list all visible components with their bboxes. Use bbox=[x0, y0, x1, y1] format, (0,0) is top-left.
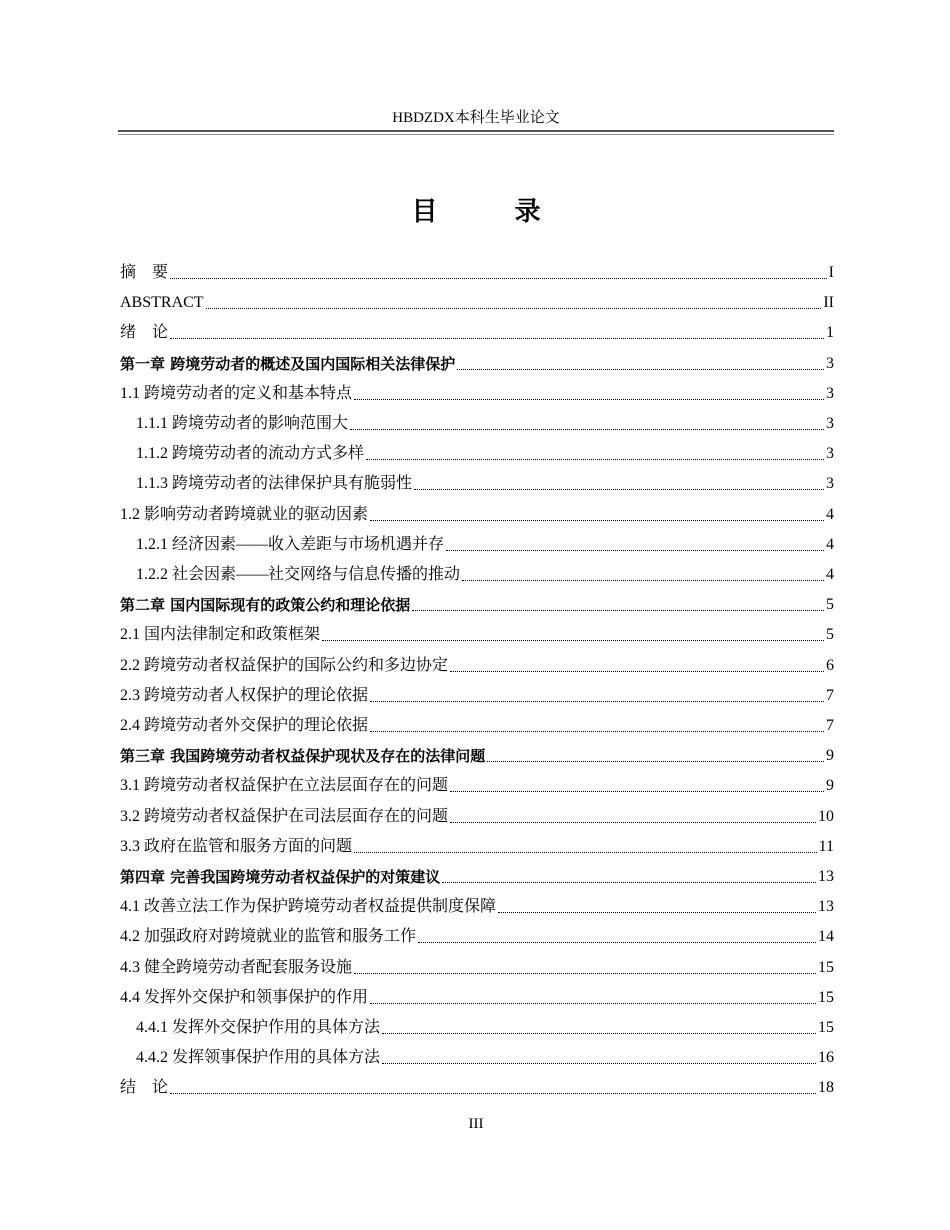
toc-entry-label: 1.2.1 经济因素——收入差距与市场机遇并存 bbox=[136, 535, 445, 553]
toc-entry-page: 3 bbox=[826, 384, 834, 402]
toc-entry-page: 13 bbox=[818, 898, 834, 916]
toc-entry-page: 9 bbox=[826, 777, 834, 795]
toc-leader-dots bbox=[206, 307, 822, 309]
toc-leader-dots bbox=[370, 730, 824, 732]
toc-entry-label: 第二章 国内国际现有的政策公约和理论依据 bbox=[120, 596, 411, 615]
toc-entry-page: 15 bbox=[818, 1019, 834, 1036]
toc-entry-page: I bbox=[828, 264, 834, 281]
toc-entry-label: 4.1 改善立法工作为保护跨境劳动者权益提供制度保障 bbox=[120, 898, 497, 916]
toc-entry-page: 5 bbox=[826, 626, 834, 644]
toc-entry-label: 2.4 跨境劳动者外交保护的理论依据 bbox=[120, 717, 369, 734]
toc-entry-label: 1.1.2 跨境劳动者的流动方式多样 bbox=[136, 445, 365, 463]
toc-leader-dots bbox=[370, 1002, 816, 1004]
toc-leader-dots bbox=[354, 972, 816, 974]
toc-entry-label: 4.2 加强政府对跨境就业的监管和服务工作 bbox=[120, 928, 417, 946]
toc-entry[interactable] bbox=[120, 769, 834, 797]
toc-entry[interactable] bbox=[120, 347, 834, 375]
toc-leader-dots bbox=[382, 1032, 816, 1034]
toc-leader-dots bbox=[446, 549, 824, 551]
toc-entry-label: 2.3 跨境劳动者人权保护的理论依据 bbox=[120, 686, 369, 704]
running-header: HBDZDX本科生毕业论文 bbox=[392, 110, 560, 126]
toc-entry-page: 13 bbox=[818, 868, 834, 885]
toc-leader-dots bbox=[370, 519, 824, 521]
toc-leader-dots bbox=[450, 790, 824, 792]
toc-entry-label: 4.4.1 发挥外交保护作用的具体方法 bbox=[136, 1019, 381, 1036]
toc-entry-page: 14 bbox=[818, 928, 834, 946]
toc-entry-label: 2.2 跨境劳动者权益保护的国际公约和多边协定 bbox=[120, 656, 449, 674]
toc-entry-label: 1.2.2 社会因素——社交网络与信息传播的推动 bbox=[136, 566, 461, 583]
toc-leader-dots bbox=[322, 639, 824, 641]
page-number: III bbox=[468, 1116, 484, 1132]
toc-leader-dots bbox=[442, 881, 816, 883]
toc-entry-page: 3 bbox=[826, 445, 834, 463]
toc-entry-page: 15 bbox=[818, 988, 834, 1006]
toc-entry-label: 3.3 政府在监管和服务方面的问题 bbox=[120, 837, 353, 855]
toc-leader-dots bbox=[354, 851, 817, 853]
toc-entry[interactable] bbox=[120, 739, 834, 767]
toc-entry[interactable] bbox=[120, 709, 834, 737]
toc-entry[interactable] bbox=[120, 920, 834, 948]
toc-entry[interactable] bbox=[120, 890, 834, 918]
toc-entry[interactable] bbox=[120, 316, 834, 344]
toc-leader-dots bbox=[457, 368, 824, 370]
toc-entry-label: 结 论 bbox=[120, 1079, 169, 1097]
toc-leader-dots bbox=[366, 458, 824, 460]
toc-entry[interactable] bbox=[120, 981, 834, 1009]
toc-leader-dots bbox=[382, 1062, 816, 1064]
toc-entry-page: 16 bbox=[818, 1049, 834, 1067]
toc-entry-label: 1.1 跨境劳动者的定义和基本特点 bbox=[120, 384, 353, 402]
toc-entry-page: 4 bbox=[826, 535, 834, 553]
toc-entry-page: 3 bbox=[826, 475, 834, 493]
toc-leader-dots bbox=[354, 398, 824, 400]
toc-entry-label: 4.4 发挥外交保护和领事保护的作用 bbox=[120, 988, 369, 1006]
toc-entry-label: 1.2 影响劳动者跨境就业的驱动因素 bbox=[120, 505, 369, 523]
toc-entry[interactable] bbox=[120, 256, 834, 284]
toc-leader-dots bbox=[370, 700, 824, 702]
toc-entry[interactable] bbox=[120, 558, 834, 586]
toc-entry-page: 4 bbox=[826, 505, 834, 523]
toc-entry[interactable] bbox=[120, 588, 834, 616]
toc-entry-page: 11 bbox=[818, 837, 834, 855]
toc-entry-page: 7 bbox=[826, 686, 834, 704]
toc-leader-dots bbox=[350, 428, 824, 430]
toc-entry-page: 18 bbox=[818, 1079, 834, 1097]
toc-entry[interactable] bbox=[120, 1011, 834, 1039]
toc-entry[interactable] bbox=[120, 1071, 834, 1099]
toc-entry-label: 3.2 跨境劳动者权益保护在司法层面存在的问题 bbox=[120, 807, 449, 825]
toc-entry-page: 6 bbox=[826, 656, 834, 674]
toc-entry-page: 1 bbox=[826, 324, 834, 342]
toc-leader-dots bbox=[170, 1092, 816, 1094]
toc-leader-dots bbox=[498, 911, 816, 913]
toc-leader-dots bbox=[462, 579, 824, 581]
toc-entry-label: 3.1 跨境劳动者权益保护在立法层面存在的问题 bbox=[120, 777, 449, 795]
toc-entry[interactable] bbox=[120, 679, 834, 707]
toc-entry[interactable] bbox=[120, 800, 834, 828]
toc-leader-dots bbox=[414, 488, 824, 490]
toc-title: 目 录 bbox=[411, 197, 575, 227]
toc-entry-page: 9 bbox=[826, 747, 834, 765]
toc-entry-page: 7 bbox=[826, 717, 834, 734]
toc-entry-page: 10 bbox=[818, 807, 834, 825]
toc-leader-dots bbox=[170, 277, 827, 279]
toc-entry-page: 3 bbox=[826, 354, 834, 372]
toc-entry-label: 2.1 国内法律制定和政策框架 bbox=[120, 626, 321, 644]
toc-entry-label: 1.1.1 跨境劳动者的影响范围大 bbox=[136, 415, 349, 432]
toc-entry[interactable] bbox=[120, 407, 834, 435]
toc-entry[interactable] bbox=[120, 1041, 834, 1069]
toc-entry-label: 第三章 我国跨境劳动者权益保护现状及存在的法律问题 bbox=[120, 747, 486, 766]
toc-entry[interactable] bbox=[120, 528, 834, 556]
toc-entry[interactable] bbox=[120, 618, 834, 646]
toc-entry-label: 1.1.3 跨境劳动者的法律保护具有脆弱性 bbox=[136, 475, 413, 493]
toc-entry-label: 摘 要 bbox=[120, 264, 169, 281]
toc-entry-page: 4 bbox=[826, 566, 834, 583]
toc-entry[interactable] bbox=[120, 377, 834, 405]
toc-leader-dots bbox=[450, 821, 816, 823]
toc-leader-dots bbox=[412, 609, 824, 611]
header-rule-thin bbox=[118, 134, 834, 135]
toc-entry-label: 第四章 完善我国跨境劳动者权益保护的对策建议 bbox=[120, 868, 441, 886]
toc-leader-dots bbox=[487, 760, 824, 762]
toc-entry[interactable] bbox=[120, 830, 834, 858]
header-rule-thick bbox=[118, 130, 834, 132]
toc-entry-label: 4.3 健全跨境劳动者配套服务设施 bbox=[120, 958, 353, 976]
toc-entry[interactable] bbox=[120, 437, 834, 465]
toc-entry-label: 第一章 跨境劳动者的概述及国内国际相关法律保护 bbox=[120, 354, 456, 373]
toc-entry[interactable] bbox=[120, 649, 834, 677]
toc-leader-dots bbox=[418, 941, 816, 943]
toc-entry-page: 15 bbox=[818, 958, 834, 976]
toc-entry-label: ABSTRACT bbox=[120, 294, 204, 312]
toc-entry[interactable] bbox=[120, 498, 834, 526]
toc-leader-dots bbox=[170, 337, 824, 339]
toc-entry-page: II bbox=[823, 294, 834, 312]
toc-entry[interactable] bbox=[120, 286, 834, 314]
toc-entry-page: 5 bbox=[826, 596, 834, 614]
toc-leader-dots bbox=[450, 670, 824, 672]
toc-entry-page: 3 bbox=[826, 415, 834, 432]
toc-entry[interactable] bbox=[120, 860, 834, 888]
toc-entry-label: 绪 论 bbox=[120, 324, 169, 342]
toc-entry[interactable] bbox=[120, 467, 834, 495]
toc-entry-label: 4.4.2 发挥领事保护作用的具体方法 bbox=[136, 1049, 381, 1067]
toc-entry[interactable] bbox=[120, 951, 834, 979]
